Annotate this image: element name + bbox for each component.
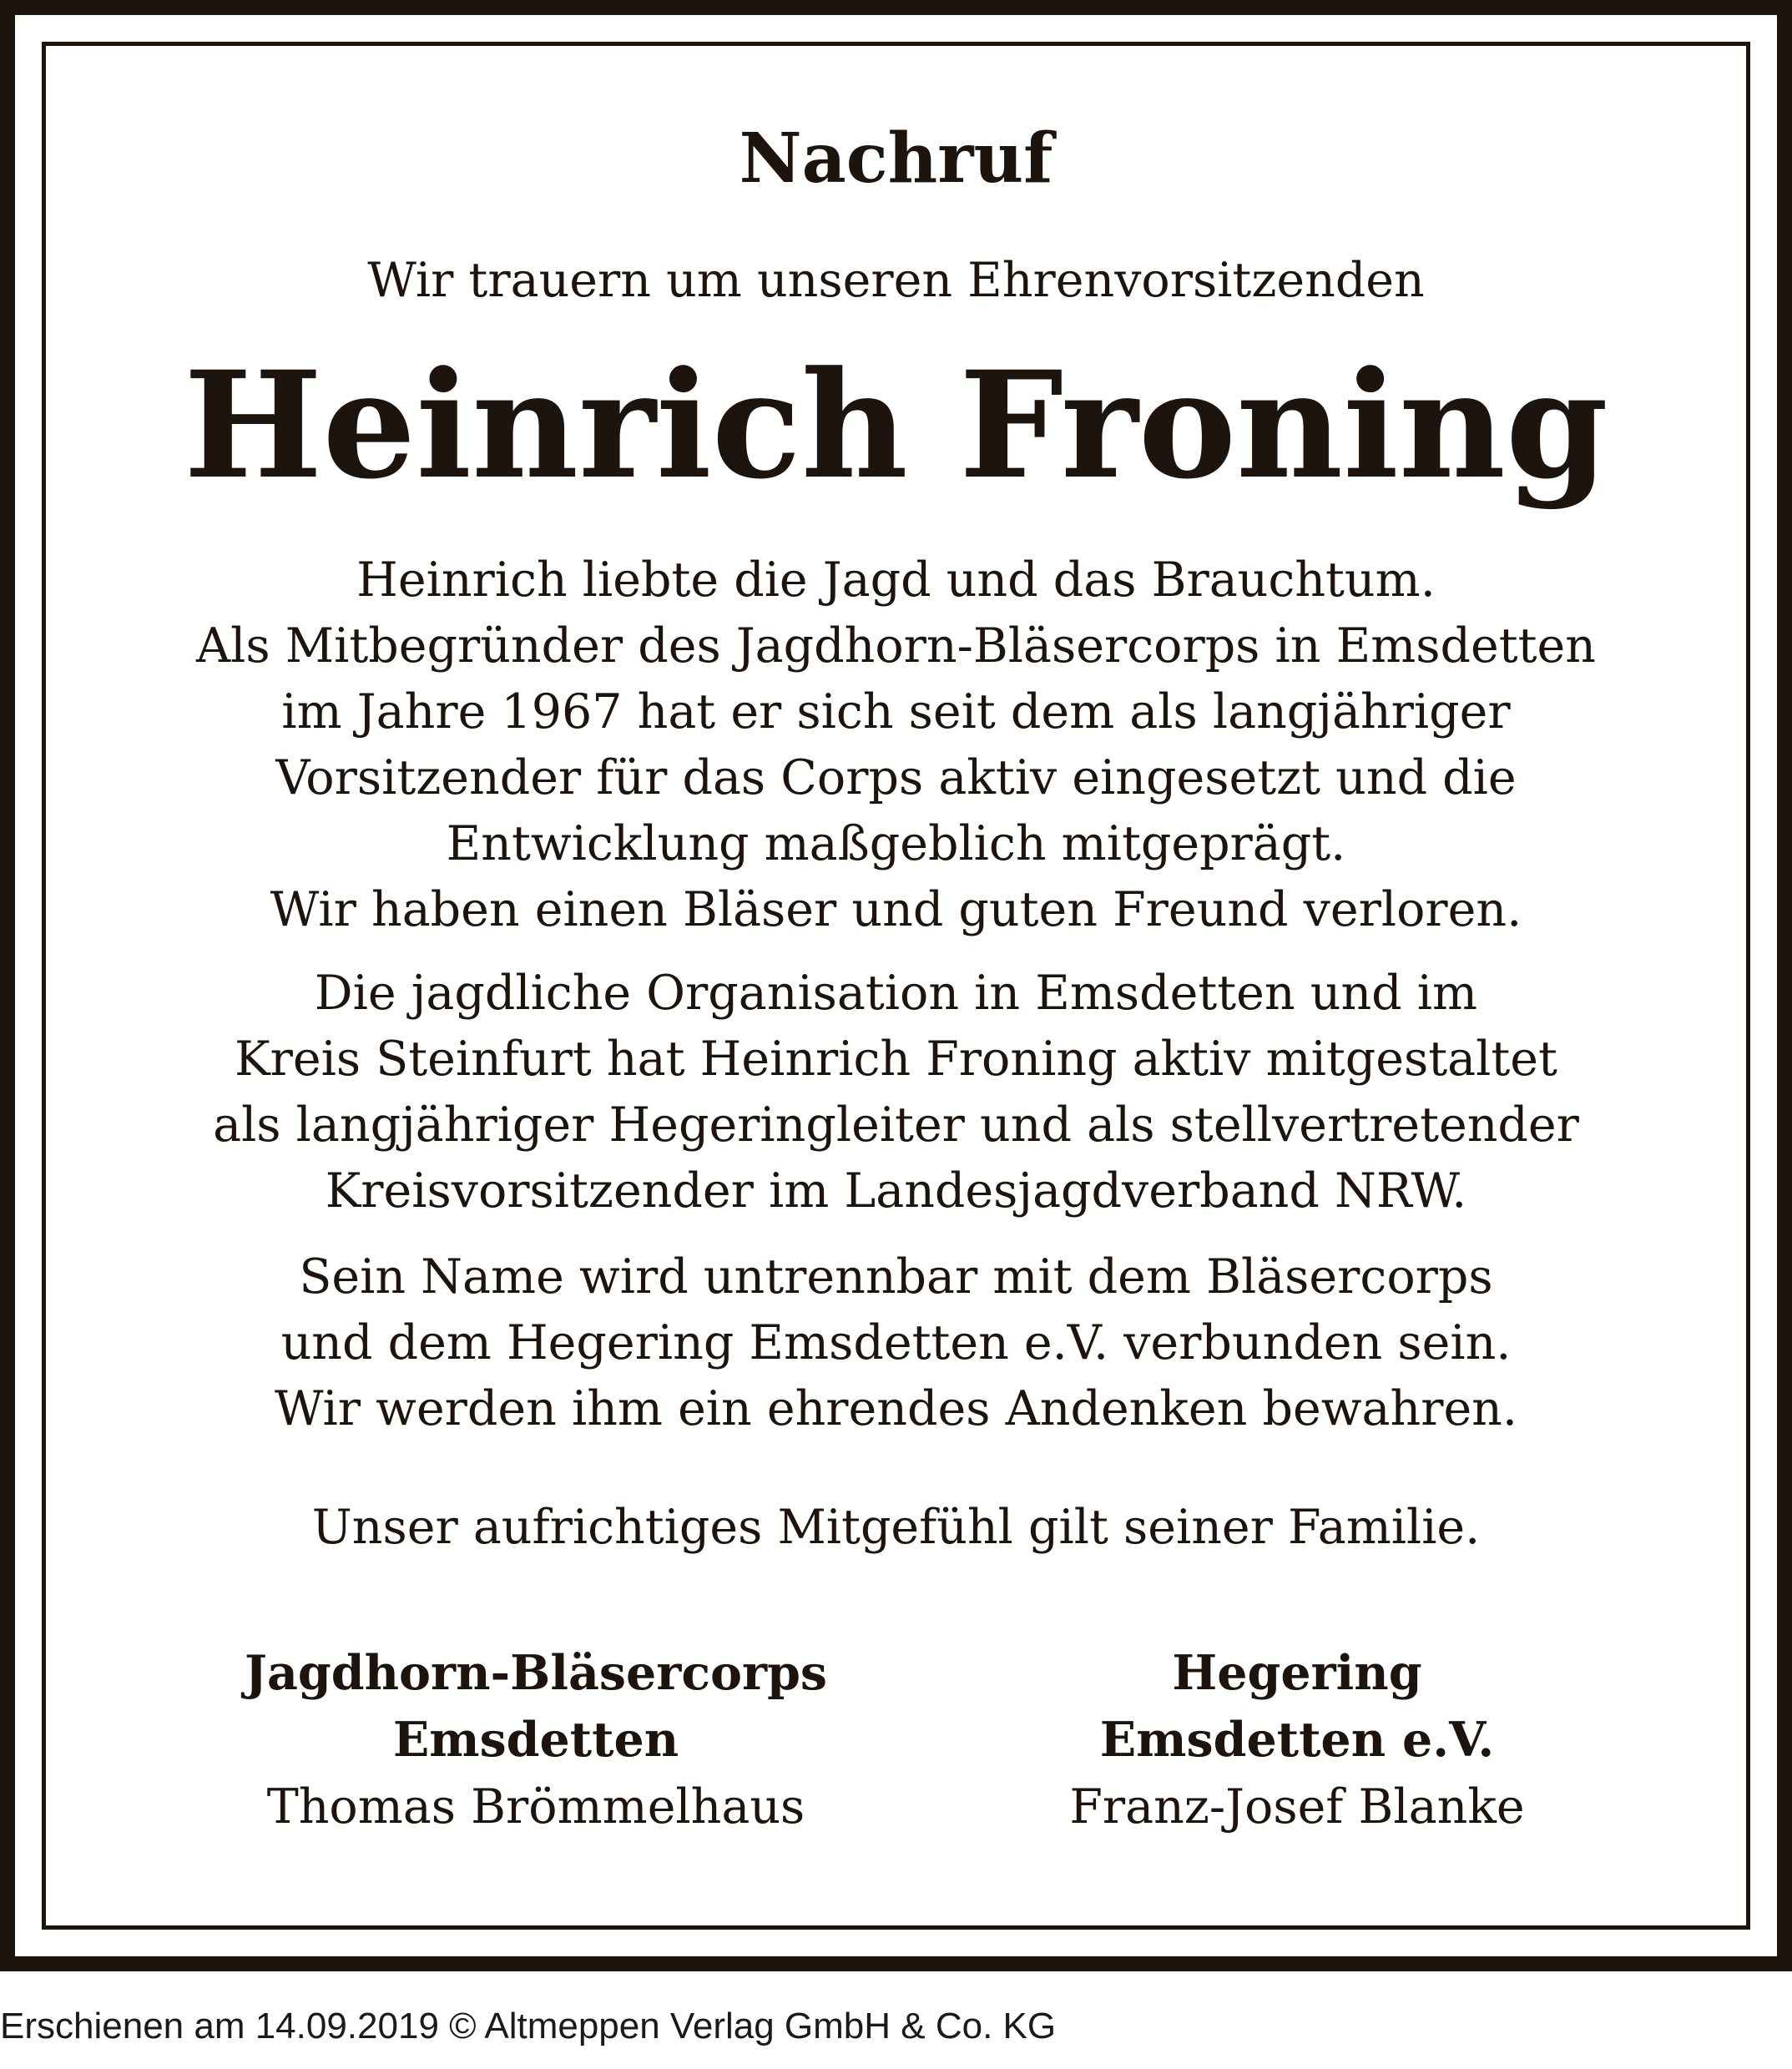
signature-org-name: Emsdetten (392, 1712, 679, 1768)
paragraph1-line: Heinrich liebte die Jagd und das Brauchtum. (356, 553, 1436, 608)
paragraph3-line: Sein Name wird untrennbar mit dem Bläsercorps (299, 1249, 1493, 1304)
signature-person: Thomas Brömmelhaus (266, 1779, 805, 1834)
signature-org-name: Emsdetten e.V. (1099, 1712, 1495, 1768)
paragraph1-line: Wir haben einen Bläser und guten Freund verloren. (270, 882, 1522, 937)
deceased-name: Heinrich Froning (184, 339, 1608, 512)
obituary-content (46, 46, 1746, 1925)
signature-person: Franz-Josef Blanke (1069, 1779, 1525, 1834)
notice-intro: Wir trauern um unseren Ehrenvorsitzenden (367, 253, 1425, 308)
paragraph2-line: Kreis Steinfurt hat Heinrich Froning aktiv mitgestaltet (235, 1032, 1557, 1087)
publication-footer: Erschienen am 14.09.2019 © Altmeppen Verlag GmbH & Co. KG (0, 2006, 1057, 2046)
paragraph1-line: Als Mitbegründer des Jagdhorn-Bläsercorps in Emsdetten (196, 618, 1596, 674)
signature-org-name: Hegering (1172, 1645, 1422, 1701)
paragraph1-line: Vorsitzender für das Corps aktiv eingesetzt und die (275, 750, 1517, 805)
paragraph3-line: und dem Hegering Emsdetten e.V. verbunden sein. (280, 1315, 1512, 1370)
signature-block-bläsercorps (160, 1640, 911, 1840)
signature-block-hegering (921, 1640, 1673, 1840)
condolence-line: Unser aufrichtiges Mitgefühl gilt seiner Familie. (311, 1500, 1481, 1555)
paragraph1-line: Entwicklung maßgeblich mitgeprägt. (446, 816, 1346, 871)
paragraph2-line: Kreisvorsitzender im Landesjagdverband NRW. (325, 1163, 1467, 1219)
paragraph3-line: Wir werden ihm ein ehrendes Andenken bewahren. (274, 1381, 1518, 1436)
signatures (46, 1640, 1746, 1890)
notice-heading: Nachruf (739, 119, 1053, 199)
paragraph2-line: Die jagdliche Organisation in Emsdetten und im (314, 966, 1478, 1021)
paragraph1-line: im Jahre 1967 hat er sich seit dem als langjähriger (281, 684, 1511, 739)
paragraph2-line: als langjähriger Hegeringleiter und als stellvertretender (213, 1098, 1579, 1153)
signature-org-name: Jagdhorn-Bläsercorps (244, 1645, 828, 1701)
